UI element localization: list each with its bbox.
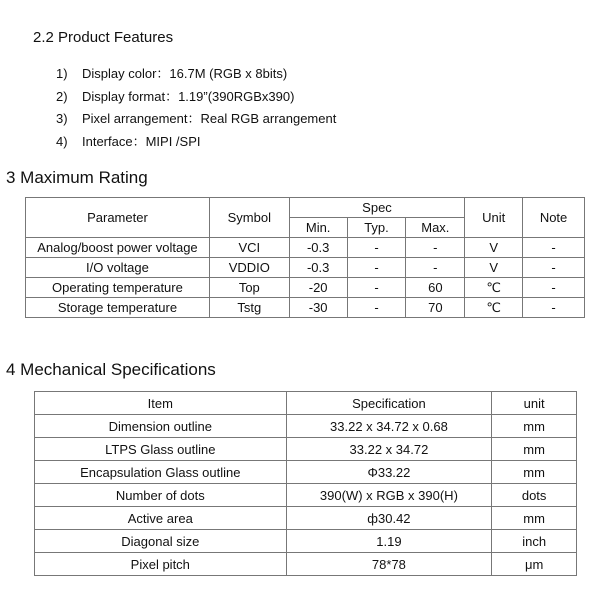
cell-unit: mm: [492, 415, 577, 438]
cell-item: Pixel pitch: [35, 553, 287, 576]
header-unit: unit: [492, 392, 577, 415]
cell-typ: -: [347, 298, 406, 318]
header-max: Max.: [406, 218, 465, 238]
cell-typ: -: [347, 238, 406, 258]
cell-parameter: I/O voltage: [26, 258, 210, 278]
cell-parameter: Storage temperature: [26, 298, 210, 318]
feature-text: Interface：MIPI /SPI: [82, 134, 201, 149]
cell-specification: 33.22 x 34.72 x 0.68: [286, 415, 492, 438]
cell-unit: μm: [492, 553, 577, 576]
table-row: [35, 507, 577, 530]
cell-note: -: [523, 278, 585, 298]
cell-parameter: Operating temperature: [26, 278, 210, 298]
cell-specification: 1.19: [286, 530, 492, 553]
cell-max: -: [406, 238, 465, 258]
cell-specification: ф30.42: [286, 507, 492, 530]
cell-unit: V: [465, 258, 523, 278]
header-parameter: Parameter: [26, 198, 210, 238]
cell-typ: -: [347, 258, 406, 278]
header-note: Note: [523, 198, 585, 238]
cell-max: -: [406, 258, 465, 278]
cell-specification: 78*78: [286, 553, 492, 576]
feature-item: [56, 108, 336, 127]
table-row: [35, 438, 577, 461]
maximum-rating-heading: 3 Maximum Rating: [6, 168, 148, 187]
cell-specification: Φ33.22: [286, 461, 492, 484]
feature-text: Display color：16.7M (RGB x 8bits): [82, 66, 288, 81]
cell-max: 60: [406, 278, 465, 298]
table-row: [35, 484, 577, 507]
table-row: [26, 238, 585, 258]
cell-symbol: Tstg: [209, 298, 289, 318]
cell-min: -0.3: [289, 258, 347, 278]
cell-parameter: Analog/boost power voltage: [26, 238, 210, 258]
cell-unit: mm: [492, 438, 577, 461]
cell-symbol: Top: [209, 278, 289, 298]
feature-item: [56, 63, 287, 82]
cell-unit: ℃: [465, 298, 523, 318]
header-symbol: Symbol: [209, 198, 289, 238]
header-min: Min.: [289, 218, 347, 238]
mechanical-specifications-heading: 4 Mechanical Specifications: [6, 360, 216, 379]
header-specification: Specification: [286, 392, 492, 415]
cell-specification: 33.22 x 34.72: [286, 438, 492, 461]
feature-number: 1): [56, 66, 68, 81]
cell-symbol: VDDIO: [209, 258, 289, 278]
feature-number: 4): [56, 134, 68, 149]
table-row: [35, 415, 577, 438]
cell-unit: dots: [492, 484, 577, 507]
maximum-rating-table: [25, 197, 585, 318]
cell-max: 70: [406, 298, 465, 318]
feature-number: 2): [56, 89, 68, 104]
cell-item: Encapsulation Glass outline: [35, 461, 287, 484]
feature-text: Display format：1.19”(390RGBx390): [82, 89, 295, 104]
header-spec: Spec: [289, 198, 465, 218]
cell-note: -: [523, 298, 585, 318]
feature-text: Pixel arrangement：Real RGB arrangement: [82, 111, 337, 126]
table-row: [35, 553, 577, 576]
cell-typ: -: [347, 278, 406, 298]
cell-item: Number of dots: [35, 484, 287, 507]
header-unit: Unit: [465, 198, 523, 238]
cell-unit: mm: [492, 507, 577, 530]
feature-number: 3): [56, 111, 68, 126]
cell-unit: V: [465, 238, 523, 258]
cell-note: -: [523, 238, 585, 258]
cell-symbol: VCI: [209, 238, 289, 258]
feature-item: [56, 131, 201, 150]
cell-item: Diagonal size: [35, 530, 287, 553]
table-row: [35, 530, 577, 553]
cell-min: -0.3: [289, 238, 347, 258]
product-features-heading: 2.2 Product Features: [33, 29, 174, 46]
feature-item: [56, 86, 294, 105]
cell-min: -30: [289, 298, 347, 318]
header-item: Item: [35, 392, 287, 415]
table-row: [26, 298, 585, 318]
cell-item: Dimension outline: [35, 415, 287, 438]
table-row: [35, 461, 577, 484]
cell-min: -20: [289, 278, 347, 298]
cell-specification: 390(W) x RGB x 390(H): [286, 484, 492, 507]
cell-note: -: [523, 258, 585, 278]
table-row: [26, 278, 585, 298]
table-row: [26, 258, 585, 278]
cell-item: Active area: [35, 507, 287, 530]
header-typ: Typ.: [347, 218, 406, 238]
cell-unit: mm: [492, 461, 577, 484]
cell-unit: ℃: [465, 278, 523, 298]
cell-unit: inch: [492, 530, 577, 553]
table-header-row: [35, 392, 577, 415]
mechanical-specifications-table: [34, 391, 577, 576]
cell-item: LTPS Glass outline: [35, 438, 287, 461]
